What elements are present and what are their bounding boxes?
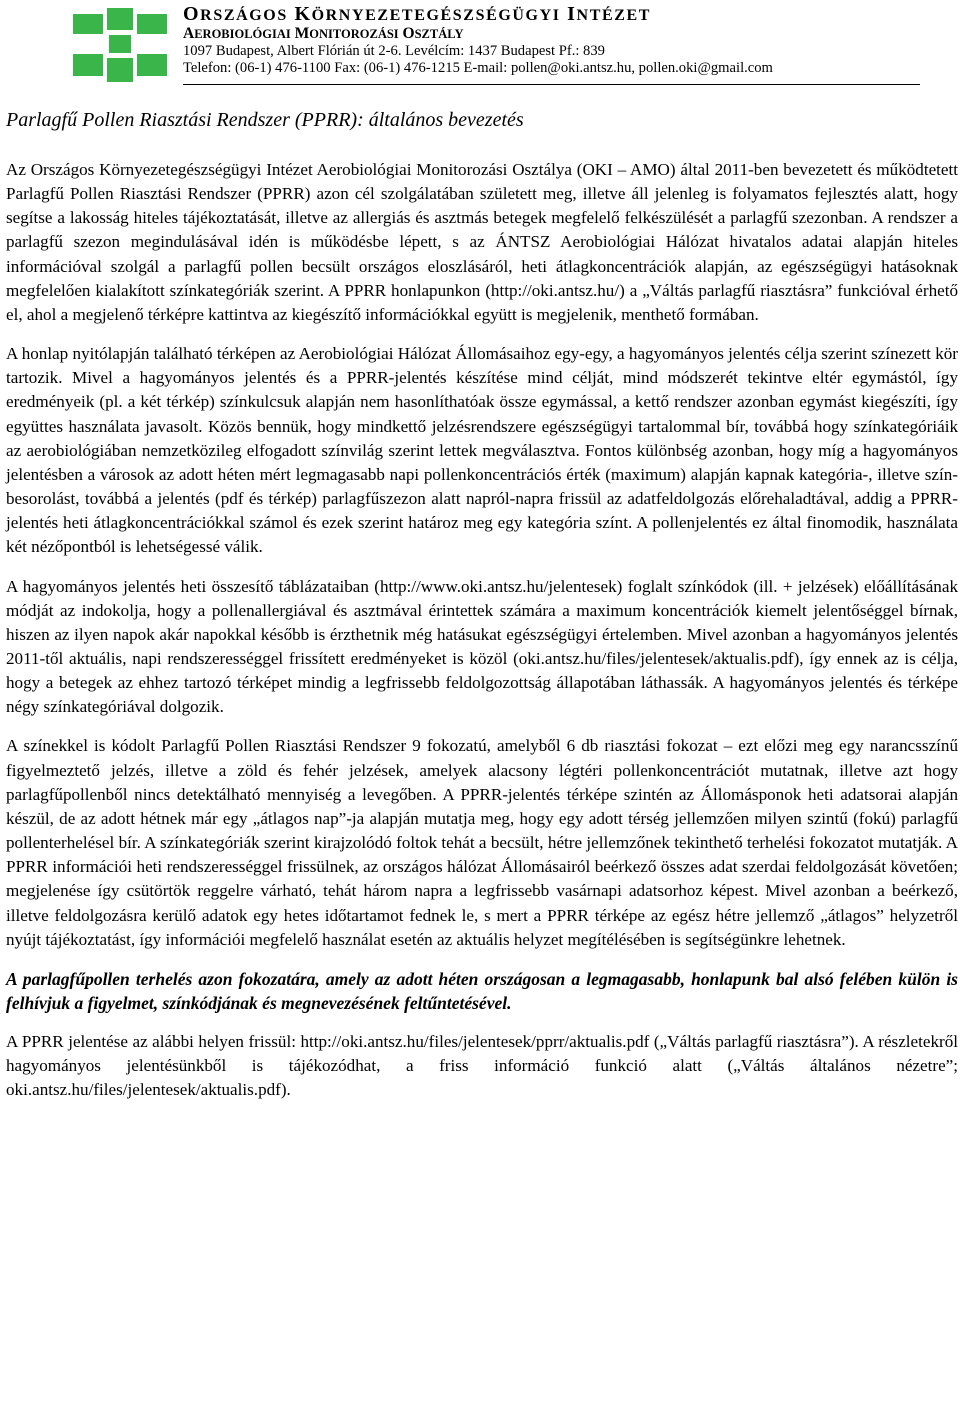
paragraph-pprr-levels: A színekkel is kódolt Parlagfű Pollen Riasztási Rendszer 9 fokozatú, amelyből 6 db riasztási fokozat – ezt előzi meg egy narancsszínű figyelmeztető jelzés, illetve a zöld és fehér jelzések, amelyek alacsony légtéri pollenkoncentrációt mutatnak, illetve azt hogy parlagfűpollenből nincs detektálható mennyiség a levegőben. A PPRR-jelentés térképe szintén az Állomásponok heti adatsorai alapján készül, de az adott hétnek már egy „átlagos nap”-ja alapján mutatja meg, hogy egy adott térség jellemzően milyen szintű (fokú) parlagfű pollenterhelésel bír. A színkategóriák szerint kirajzolódó foltok tehát a becsült, hétre jellemzőnek tekinthető terhelési fokozatot mutatják. A PPRR információi heti rendszerességgel frissülnek, az országos hálózat Állomásairól beérkező összes adat szerdai feldolgozását követően; megjelenése így csütörtök reggelre várható, tehát három napra a legfrissebb vasárnapi adatsorhoz képest. Mivel azonban a beérkező, illetve feldolgozásra kerülő adatok egy hetes időtartamot fednek le, s mert a PPRR térképe az egész hétre jellemző „átlagos” helyzetről nyújt tájékoztatást, így információi megfelelő használat esetén az aktuális helyzet megítélésében is segítségünkre lehetnek. — [6, 736, 958, 949]
emphasis-paragraph: A parlagfűpollen terhelés azon fokozatára, amely az adott héten országosan a legmagasabb, honlapunk bal alsó felében külön is felhívjuk a figyelmet, színkódjának és megnevezésének feltűntetésével. — [6, 968, 958, 1013]
paragraph-traditional-report: A hagyományos jelentés heti összesítő táblázataiban (http://www.oki.antsz.hu/jelentesek) foglalt színkódok (ill. + jelzések) előállításának módját az indokolja, hogy a pollenallergiával és asztmával érintettek számára a maximum koncentrációk kiemelt jelentőséggel bírnak, hiszen az ilyen napok akár napokkal később is érzthetnik még hatásukat egészségügyi értelemben. Mivel azonban a hagyományos jelentés 2011-től aktuális, napi rendszerességgel frissített eredményeket is közöl (oki.antsz.hu/files/jelentesek/aktualis.pdf), így ennek az is célja, hogy a betegek az ehhez tartozó térképet mindig a legfrissebb feldolgozottság állapotában láthassák. A hagyományos jelentés és térképe négy színkategóriával dolgozik. — [6, 576, 958, 717]
department-name: AEROBIOLÓGIAI MONITOROZÁSI OSZTÁLY — [183, 25, 464, 42]
closing-paragraph: A PPRR jelentése az alábbi helyen frissül: http://oki.antsz.hu/files/jelentesek/pprr/aktualis.pdf („Váltás parlagfű riasztásra”). A részletekről hagyományos jelentésünkből is tájékozódhat, a friss információ funkció alatt („Váltás általános nézetre”; oki.antsz.hu/files/jelentesek/aktualis.pdf). — [6, 1032, 958, 1100]
organization-block — [183, 2, 918, 77]
organization-name: ORSZÁGOS KÖRNYEZETEGÉSZSÉGÜGYI INTÉZET — [183, 3, 652, 25]
document-title: Parlagfű Pollen Riasztási Rendszer (PPRR): általános bevezetés — [6, 109, 524, 131]
document-body — [6, 107, 958, 1118]
address-line: 1097 Budapest, Albert Flórián út 2-6. Levélcím: 1437 Budapest Pf.: 839 — [183, 43, 605, 59]
paragraph-intro: Az Országos Környezetegészségügyi Intézet Aerobiológiai Monitorozási Osztálya (OKI – AMO) által 2011-ben bevezetett és működtetett Parlagfű Pollen Riasztási Rendszer (PPRR) azon cél szolgálatában született meg, illetve áll jelenleg is folyamatos fejlesztés alatt, hogy segítse a lakosság hiteles tájékoztatását, illetve az allergiás és asztmás betegek megfelelő felkészülését a parlagfű szezonban. A rendszer a parlagfű szezon megindulásával idén is működésbe lépett, s az ÁNTSZ Aerobiológiai Hálózat hivatalos adatai alapján hiteles információval szolgál a parlagfű pollen becsült országos eloszlásáról, heti átlagkoncentrációk alapján, az egészségügyi hatásoknak megfelelően kialakított színkategóriák szerint. A PPRR honlapunkon (http://oki.antsz.hu/) a „Váltás parlagfű riasztásra” funkcióval érhető el, ahol a megjelenő térképre kattintva az kiegészítő információkkal együtt is megjelenik, menthető formában. — [6, 160, 958, 324]
paragraph-map: A honlap nyitólapján található térképen az Aerobiológiai Hálózat Állomásaihoz egy-egy, a hagyományos jelentés célja szerint színezett kör tartozik. Mivel a hagyományos jelentés és a PPRR-jelentés készítése mind célját, mind módszerét tekintve eltér egymástól, így eredményeik (pl. a két térkép) színkulcsuk alapján nem hasonlíthatóak össze egymással, a kettő rendszer azonban egymást kiegészíti, így együttes használata javasolt. Közös bennük, hogy mindkettő jelzésrendszere egészségügyi tartalommal bír, továbbá hogy színkategóriáik az aerobiológiában nemzetközileg elfogadott színvilág szerint lettek megválasztva. Fontos különbség azonban, hogy míg a hagyományos jelentésben a városok az adott héten mért legmagasabb napi pollenkoncentrációs érték (maximum) alapján kapnak kategória-, illetve szín-besorolást, továbbá a jelentés (pdf és térkép) parlagfűszezon alatt napról-napra frissül az adatfeldolgozás előrehaladtával, addig a PPRR-jelentés heti átlagkoncentrációkkal számol és ezek szerint határoz meg egy kategória színt. A pollenjelentés ez által finomodik, használata két nézőpontból is lehetségessé válik. — [6, 344, 958, 557]
contact-line: Telefon: (06-1) 476-1100 Fax: (06-1) 476-1215 E-mail: pollen@oki.antsz.hu, pollen.oki@gmail.com — [183, 60, 773, 76]
green-cross-logo-icon — [70, 6, 170, 84]
letterhead — [0, 0, 960, 90]
header-divider — [183, 84, 920, 85]
